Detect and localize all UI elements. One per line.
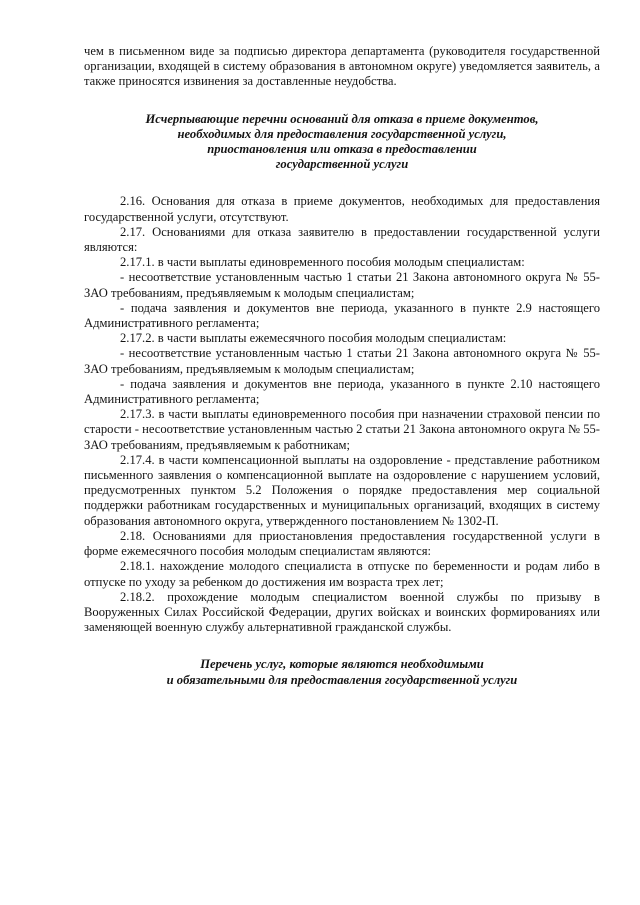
paragraph-2-17: 2.17. Основаниями для отказа заявителю в предоставлении государственной услуги являются: [84, 224, 600, 255]
heading-line: государственной услуги [275, 157, 409, 172]
list-item: - подача заявления и документов вне периода, указанного в пункте 2.10 настоящего Административного регламента; [84, 376, 600, 407]
heading-line: Исчерпывающие перечни оснований для отказа в приеме документов, [145, 111, 539, 126]
list-item: - несоответствие установленным частью 1 статьи 21 Закона автономного округа № 55-ЗАО требованиям, предъявляемым к молодым специалистам; [84, 270, 600, 300]
heading-line: и обязательными для предоставления государственной услуги [166, 672, 518, 687]
intro-paragraph: чем в письменном виде за подписью директора департамента (руководителя государственной организации, входящей в систему образования в автономном округе) уведомляется заявитель, а также приносятся извинения за доставленные неудобства. [84, 44, 600, 89]
section-body [84, 194, 600, 635]
section-heading-required-services [84, 657, 600, 687]
paragraph-2-17-3: 2.17.3. в части выплаты единовременного пособия при назначении страховой пенсии по старости - несоответствие установленным частью 2 статьи 21 Закона автономного округа № 55-ЗАО требованиям, предъявляемым к работникам; [84, 407, 600, 452]
paragraph-2-17-1: 2.17.1. в части выплаты единовременного пособия молодым специалистам: [120, 255, 525, 270]
list-item: - несоответствие установленным частью 1 статьи 21 Закона автономного округа № 55-ЗАО требованиям, предъявляемым к молодым специалистам; [84, 346, 600, 376]
paragraph-2-18: 2.18. Основаниями для приостановления предоставления государственной услуги в форме ежемесячного пособия молодым специалистам являются: [84, 528, 600, 559]
paragraph-2-18-2: 2.18.2. прохождение молодым специалистом военной службы по призыву в Вооруженных Силах Российской Федерации, других войсках и воинских формированиях или заменяющей военную службу альтернативной гражданской службы. [84, 589, 600, 635]
paragraph-2-16: 2.16. Основания для отказа в приеме документов, необходимых для предоставления государственной услуги, отсутствуют. [84, 194, 600, 224]
heading-line: приостановления или отказа в предоставлении [207, 142, 477, 157]
section-heading-refusal-grounds [84, 112, 600, 173]
list-item: - подача заявления и документов вне периода, указанного в пункте 2.9 настоящего Административного регламента; [84, 300, 600, 331]
paragraph-2-17-4: 2.17.4. в части компенсационной выплаты на оздоровление - представление работником письменного заявления о компенсационной выплате на оздоровление с нарушением условий, предусмотренных пунктом 5.2 Положения о порядке предоставления мер социальной поддержки работникам государственных и муниципальных организаций, входящих в систему образования автономного округа, утвержденного постановлением № 1302-П. [84, 452, 600, 528]
heading-line: необходимых для предоставления государственной услуги, [177, 126, 507, 141]
paragraph-2-17-2: 2.17.2. в части выплаты ежемесячного пособия молодым специалистам: [120, 331, 507, 346]
paragraph-2-18-1: 2.18.1. нахождение молодого специалиста в отпуске по беременности и родам либо в отпуске по уходу за ребенком до достижения им возраста трех лет; [84, 559, 600, 589]
heading-line: Перечень услуг, которые являются необходимыми [200, 657, 484, 672]
